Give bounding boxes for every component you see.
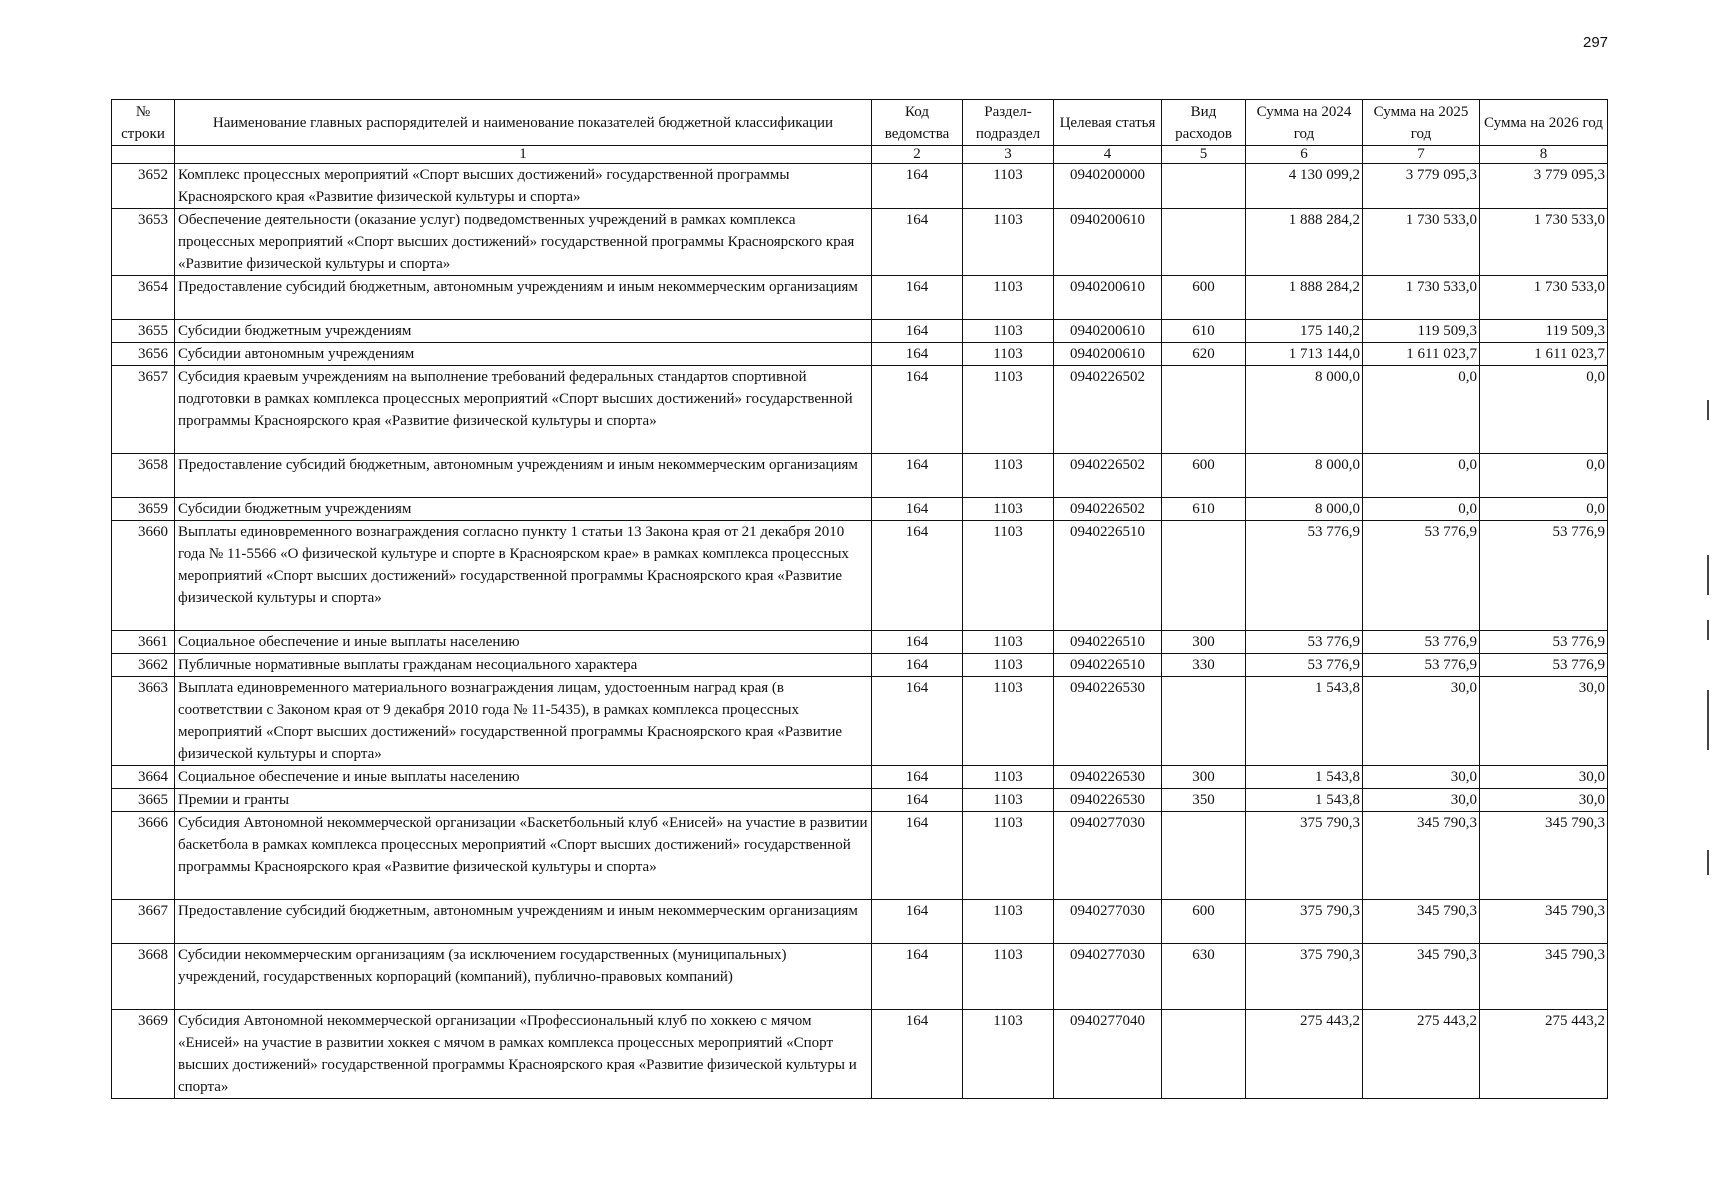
row-expense-type: 610 bbox=[1162, 320, 1246, 343]
row-sum-2025: 30,0 bbox=[1363, 789, 1480, 812]
row-expense-type: 300 bbox=[1162, 766, 1246, 789]
row-sum-2026: 119 509,3 bbox=[1480, 320, 1608, 343]
row-sum-2026: 53 776,9 bbox=[1480, 631, 1608, 654]
row-sum-2025: 0,0 bbox=[1363, 366, 1480, 454]
row-target-article: 0940200610 bbox=[1054, 276, 1162, 320]
row-sum-2025: 1 730 533,0 bbox=[1363, 276, 1480, 320]
row-name: Субсидия Автономной некоммерческой организации «Профессиональный клуб по хоккею с мячом «Енисей» на участие в развитии хоккея с мячом в рамках комплекса процессных мероприятий «Спорт высших достижений» государственной программы Красноярского края «Развитие физической культуры и спорта» bbox=[175, 1010, 872, 1099]
column-number: 3 bbox=[963, 146, 1054, 164]
row-dept-code: 164 bbox=[872, 900, 963, 944]
row-sum-2024: 53 776,9 bbox=[1246, 631, 1363, 654]
row-sum-2026: 30,0 bbox=[1480, 677, 1608, 766]
table-row bbox=[112, 164, 1608, 209]
row-number: 3661 bbox=[112, 631, 175, 654]
row-sum-2025: 30,0 bbox=[1363, 677, 1480, 766]
row-name: Предоставление субсидий бюджетным, автономным учреждениям и иным некоммерческим организациям bbox=[175, 276, 872, 320]
row-section: 1103 bbox=[963, 654, 1054, 677]
row-sum-2024: 1 543,8 bbox=[1246, 766, 1363, 789]
row-target-article: 0940226510 bbox=[1054, 654, 1162, 677]
row-sum-2024: 8 000,0 bbox=[1246, 498, 1363, 521]
row-sum-2025: 30,0 bbox=[1363, 766, 1480, 789]
row-number: 3664 bbox=[112, 766, 175, 789]
row-number: 3655 bbox=[112, 320, 175, 343]
row-dept-code: 164 bbox=[872, 812, 963, 900]
row-sum-2025: 53 776,9 bbox=[1363, 521, 1480, 631]
row-sum-2026: 1 730 533,0 bbox=[1480, 209, 1608, 276]
table-row bbox=[112, 498, 1608, 521]
row-section: 1103 bbox=[963, 498, 1054, 521]
row-sum-2026: 1 730 533,0 bbox=[1480, 276, 1608, 320]
row-section: 1103 bbox=[963, 320, 1054, 343]
table-row bbox=[112, 454, 1608, 498]
row-dept-code: 164 bbox=[872, 454, 963, 498]
row-dept-code: 164 bbox=[872, 343, 963, 366]
table-row bbox=[112, 343, 1608, 366]
row-sum-2024: 375 790,3 bbox=[1246, 812, 1363, 900]
row-number: 3663 bbox=[112, 677, 175, 766]
budget-table bbox=[111, 99, 1608, 1099]
header-section: Раздел-подраздел bbox=[963, 100, 1054, 146]
row-name: Субсидии бюджетным учреждениям bbox=[175, 320, 872, 343]
row-sum-2025: 0,0 bbox=[1363, 498, 1480, 521]
row-section: 1103 bbox=[963, 521, 1054, 631]
row-sum-2025: 0,0 bbox=[1363, 454, 1480, 498]
header-expense-type: Вид расходов bbox=[1162, 100, 1246, 146]
row-expense-type bbox=[1162, 1010, 1246, 1099]
row-number: 3667 bbox=[112, 900, 175, 944]
row-number: 3665 bbox=[112, 789, 175, 812]
row-sum-2026: 53 776,9 bbox=[1480, 654, 1608, 677]
row-sum-2024: 175 140,2 bbox=[1246, 320, 1363, 343]
row-section: 1103 bbox=[963, 1010, 1054, 1099]
row-target-article: 0940226510 bbox=[1054, 521, 1162, 631]
row-sum-2024: 53 776,9 bbox=[1246, 654, 1363, 677]
row-dept-code: 164 bbox=[872, 209, 963, 276]
row-number: 3652 bbox=[112, 164, 175, 209]
table-row bbox=[112, 654, 1608, 677]
row-sum-2026: 3 779 095,3 bbox=[1480, 164, 1608, 209]
row-dept-code: 164 bbox=[872, 766, 963, 789]
row-target-article: 0940200610 bbox=[1054, 343, 1162, 366]
table-row bbox=[112, 521, 1608, 631]
header-sum-2026: Сумма на 2026 год bbox=[1480, 100, 1608, 146]
table-row bbox=[112, 789, 1608, 812]
row-expense-type: 610 bbox=[1162, 498, 1246, 521]
column-number: 7 bbox=[1363, 146, 1480, 164]
row-sum-2025: 275 443,2 bbox=[1363, 1010, 1480, 1099]
row-name: Премии и гранты bbox=[175, 789, 872, 812]
row-number: 3666 bbox=[112, 812, 175, 900]
row-number: 3662 bbox=[112, 654, 175, 677]
row-number: 3659 bbox=[112, 498, 175, 521]
row-dept-code: 164 bbox=[872, 521, 963, 631]
row-target-article: 0940200000 bbox=[1054, 164, 1162, 209]
scan-edge-mark bbox=[1707, 850, 1709, 875]
row-number: 3656 bbox=[112, 343, 175, 366]
row-expense-type: 630 bbox=[1162, 944, 1246, 1010]
row-sum-2024: 1 713 144,0 bbox=[1246, 343, 1363, 366]
row-sum-2024: 1 888 284,2 bbox=[1246, 209, 1363, 276]
column-number bbox=[112, 146, 175, 164]
row-name: Выплаты единовременного вознаграждения согласно пункту 1 статьи 13 Закона края от 21 декабря 2010 года № 11-5566 «О физической культуре и спорте в Красноярском крае» в рамках комплекса процессных мероприятий «Спорт высших достижений» государственной программы Красноярского края «Развитие физической культуры и спорта» bbox=[175, 521, 872, 631]
header-name: Наименование главных распорядителей и наименование показателей бюджетной классификации bbox=[175, 100, 872, 146]
row-name: Выплата единовременного материального вознаграждения лицам, удостоенным наград края (в соответствии с Законом края от 9 декабря 2010 года № 11-5435), в рамках комплекса процессных мероприятий «Спорт высших достижений» государственной программы Красноярского края «Развитие физической культуры и спорта» bbox=[175, 677, 872, 766]
row-sum-2025: 345 790,3 bbox=[1363, 812, 1480, 900]
row-sum-2026: 1 611 023,7 bbox=[1480, 343, 1608, 366]
table-row bbox=[112, 320, 1608, 343]
row-section: 1103 bbox=[963, 454, 1054, 498]
row-expense-type: 620 bbox=[1162, 343, 1246, 366]
row-name: Субсидия краевым учреждениям на выполнение требований федеральных стандартов спортивной подготовки в рамках комплекса процессных мероприятий «Спорт высших достижений» государственной программы Красноярского края «Развитие физической культуры и спорта» bbox=[175, 366, 872, 454]
row-sum-2024: 8 000,0 bbox=[1246, 454, 1363, 498]
row-dept-code: 164 bbox=[872, 366, 963, 454]
row-target-article: 0940277030 bbox=[1054, 944, 1162, 1010]
row-sum-2026: 345 790,3 bbox=[1480, 812, 1608, 900]
row-target-article: 0940226502 bbox=[1054, 366, 1162, 454]
row-expense-type bbox=[1162, 366, 1246, 454]
column-number: 8 bbox=[1480, 146, 1608, 164]
row-name: Предоставление субсидий бюджетным, автономным учреждениям и иным некоммерческим организациям bbox=[175, 900, 872, 944]
row-target-article: 0940226502 bbox=[1054, 498, 1162, 521]
row-expense-type: 600 bbox=[1162, 900, 1246, 944]
column-number: 1 bbox=[175, 146, 872, 164]
header-target-article: Целевая статья bbox=[1054, 100, 1162, 146]
table-row bbox=[112, 209, 1608, 276]
row-sum-2025: 119 509,3 bbox=[1363, 320, 1480, 343]
row-section: 1103 bbox=[963, 900, 1054, 944]
header-sum-2024: Сумма на 2024 год bbox=[1246, 100, 1363, 146]
row-sum-2026: 0,0 bbox=[1480, 454, 1608, 498]
row-sum-2026: 345 790,3 bbox=[1480, 944, 1608, 1010]
row-dept-code: 164 bbox=[872, 944, 963, 1010]
row-name: Социальное обеспечение и иные выплаты населению bbox=[175, 631, 872, 654]
column-number: 2 bbox=[872, 146, 963, 164]
row-expense-type: 600 bbox=[1162, 454, 1246, 498]
row-sum-2026: 53 776,9 bbox=[1480, 521, 1608, 631]
row-section: 1103 bbox=[963, 631, 1054, 654]
row-name: Обеспечение деятельности (оказание услуг) подведомственных учреждений в рамках комплекса процессных мероприятий «Спорт высших достижений» государственной программы Красноярского края «Развитие физической культуры и спорта» bbox=[175, 209, 872, 276]
row-sum-2024: 4 130 099,2 bbox=[1246, 164, 1363, 209]
row-section: 1103 bbox=[963, 812, 1054, 900]
row-dept-code: 164 bbox=[872, 276, 963, 320]
row-number: 3658 bbox=[112, 454, 175, 498]
table-row bbox=[112, 366, 1608, 454]
header-row bbox=[112, 100, 1608, 146]
row-sum-2024: 1 543,8 bbox=[1246, 677, 1363, 766]
row-name: Социальное обеспечение и иные выплаты населению bbox=[175, 766, 872, 789]
row-target-article: 0940277040 bbox=[1054, 1010, 1162, 1099]
row-expense-type: 350 bbox=[1162, 789, 1246, 812]
row-sum-2025: 3 779 095,3 bbox=[1363, 164, 1480, 209]
row-sum-2026: 345 790,3 bbox=[1480, 900, 1608, 944]
column-number: 5 bbox=[1162, 146, 1246, 164]
row-section: 1103 bbox=[963, 343, 1054, 366]
row-sum-2024: 275 443,2 bbox=[1246, 1010, 1363, 1099]
table-row bbox=[112, 812, 1608, 900]
row-expense-type bbox=[1162, 521, 1246, 631]
row-section: 1103 bbox=[963, 164, 1054, 209]
table-row bbox=[112, 900, 1608, 944]
row-section: 1103 bbox=[963, 789, 1054, 812]
row-sum-2024: 375 790,3 bbox=[1246, 944, 1363, 1010]
row-sum-2026: 30,0 bbox=[1480, 789, 1608, 812]
row-target-article: 0940226530 bbox=[1054, 789, 1162, 812]
row-expense-type: 600 bbox=[1162, 276, 1246, 320]
column-number: 6 bbox=[1246, 146, 1363, 164]
row-dept-code: 164 bbox=[872, 631, 963, 654]
header-dept-code: Код ведомства bbox=[872, 100, 963, 146]
row-name: Публичные нормативные выплаты гражданам несоциального характера bbox=[175, 654, 872, 677]
row-target-article: 0940226530 bbox=[1054, 766, 1162, 789]
row-section: 1103 bbox=[963, 766, 1054, 789]
row-sum-2024: 375 790,3 bbox=[1246, 900, 1363, 944]
row-target-article: 0940226510 bbox=[1054, 631, 1162, 654]
row-dept-code: 164 bbox=[872, 320, 963, 343]
row-sum-2026: 0,0 bbox=[1480, 498, 1608, 521]
row-sum-2025: 53 776,9 bbox=[1363, 631, 1480, 654]
row-number: 3653 bbox=[112, 209, 175, 276]
row-section: 1103 bbox=[963, 366, 1054, 454]
row-expense-type bbox=[1162, 209, 1246, 276]
scan-edge-mark bbox=[1707, 400, 1709, 420]
row-sum-2025: 345 790,3 bbox=[1363, 900, 1480, 944]
row-sum-2026: 30,0 bbox=[1480, 766, 1608, 789]
table-body bbox=[112, 164, 1608, 1099]
row-expense-type bbox=[1162, 812, 1246, 900]
row-target-article: 0940277030 bbox=[1054, 812, 1162, 900]
row-name: Субсидии автономным учреждениям bbox=[175, 343, 872, 366]
row-section: 1103 bbox=[963, 276, 1054, 320]
row-sum-2024: 53 776,9 bbox=[1246, 521, 1363, 631]
table-row bbox=[112, 766, 1608, 789]
row-name: Предоставление субсидий бюджетным, автономным учреждениям и иным некоммерческим организациям bbox=[175, 454, 872, 498]
table-row bbox=[112, 677, 1608, 766]
row-sum-2024: 8 000,0 bbox=[1246, 366, 1363, 454]
row-name: Субсидии некоммерческим организациям (за исключением государственных (муниципальных) учреждений, государственных корпораций (компаний), публично-правовых компаний) bbox=[175, 944, 872, 1010]
row-number: 3668 bbox=[112, 944, 175, 1010]
table-row bbox=[112, 276, 1608, 320]
column-number: 4 bbox=[1054, 146, 1162, 164]
table-header bbox=[112, 100, 1608, 164]
scan-edge-mark bbox=[1707, 620, 1709, 640]
row-dept-code: 164 bbox=[872, 1010, 963, 1099]
row-target-article: 0940226502 bbox=[1054, 454, 1162, 498]
row-section: 1103 bbox=[963, 677, 1054, 766]
row-expense-type: 330 bbox=[1162, 654, 1246, 677]
row-expense-type bbox=[1162, 677, 1246, 766]
row-sum-2025: 1 611 023,7 bbox=[1363, 343, 1480, 366]
row-section: 1103 bbox=[963, 209, 1054, 276]
row-dept-code: 164 bbox=[872, 654, 963, 677]
row-name: Субсидии бюджетным учреждениям bbox=[175, 498, 872, 521]
scan-edge-mark bbox=[1707, 555, 1709, 595]
table-row bbox=[112, 1010, 1608, 1099]
page-number: 297 bbox=[1583, 34, 1609, 51]
row-section: 1103 bbox=[963, 944, 1054, 1010]
row-target-article: 0940277030 bbox=[1054, 900, 1162, 944]
row-dept-code: 164 bbox=[872, 789, 963, 812]
row-target-article: 0940200610 bbox=[1054, 209, 1162, 276]
row-number: 3660 bbox=[112, 521, 175, 631]
row-target-article: 0940226530 bbox=[1054, 677, 1162, 766]
row-dept-code: 164 bbox=[872, 498, 963, 521]
row-sum-2024: 1 543,8 bbox=[1246, 789, 1363, 812]
header-row-no: № строки bbox=[112, 100, 175, 146]
column-numbers-row bbox=[112, 146, 1608, 164]
row-expense-type: 300 bbox=[1162, 631, 1246, 654]
table-row bbox=[112, 631, 1608, 654]
row-dept-code: 164 bbox=[872, 677, 963, 766]
row-dept-code: 164 bbox=[872, 164, 963, 209]
row-sum-2025: 1 730 533,0 bbox=[1363, 209, 1480, 276]
row-sum-2024: 1 888 284,2 bbox=[1246, 276, 1363, 320]
row-name: Субсидия Автономной некоммерческой организации «Баскетбольный клуб «Енисей» на участие в развитии баскетбола в рамках комплекса процессных мероприятий «Спорт высших достижений» государственной программы Красноярского края «Развитие физической культуры и спорта» bbox=[175, 812, 872, 900]
header-sum-2025: Сумма на 2025 год bbox=[1363, 100, 1480, 146]
row-target-article: 0940200610 bbox=[1054, 320, 1162, 343]
table-row bbox=[112, 944, 1608, 1010]
row-number: 3657 bbox=[112, 366, 175, 454]
row-expense-type bbox=[1162, 164, 1246, 209]
row-sum-2025: 345 790,3 bbox=[1363, 944, 1480, 1010]
row-number: 3654 bbox=[112, 276, 175, 320]
row-sum-2025: 53 776,9 bbox=[1363, 654, 1480, 677]
row-name: Комплекс процессных мероприятий «Спорт высших достижений» государственной программы Красноярского края «Развитие физической культуры и спорта» bbox=[175, 164, 872, 209]
scan-edge-mark bbox=[1707, 690, 1709, 750]
row-sum-2026: 275 443,2 bbox=[1480, 1010, 1608, 1099]
row-number: 3669 bbox=[112, 1010, 175, 1099]
row-sum-2026: 0,0 bbox=[1480, 366, 1608, 454]
